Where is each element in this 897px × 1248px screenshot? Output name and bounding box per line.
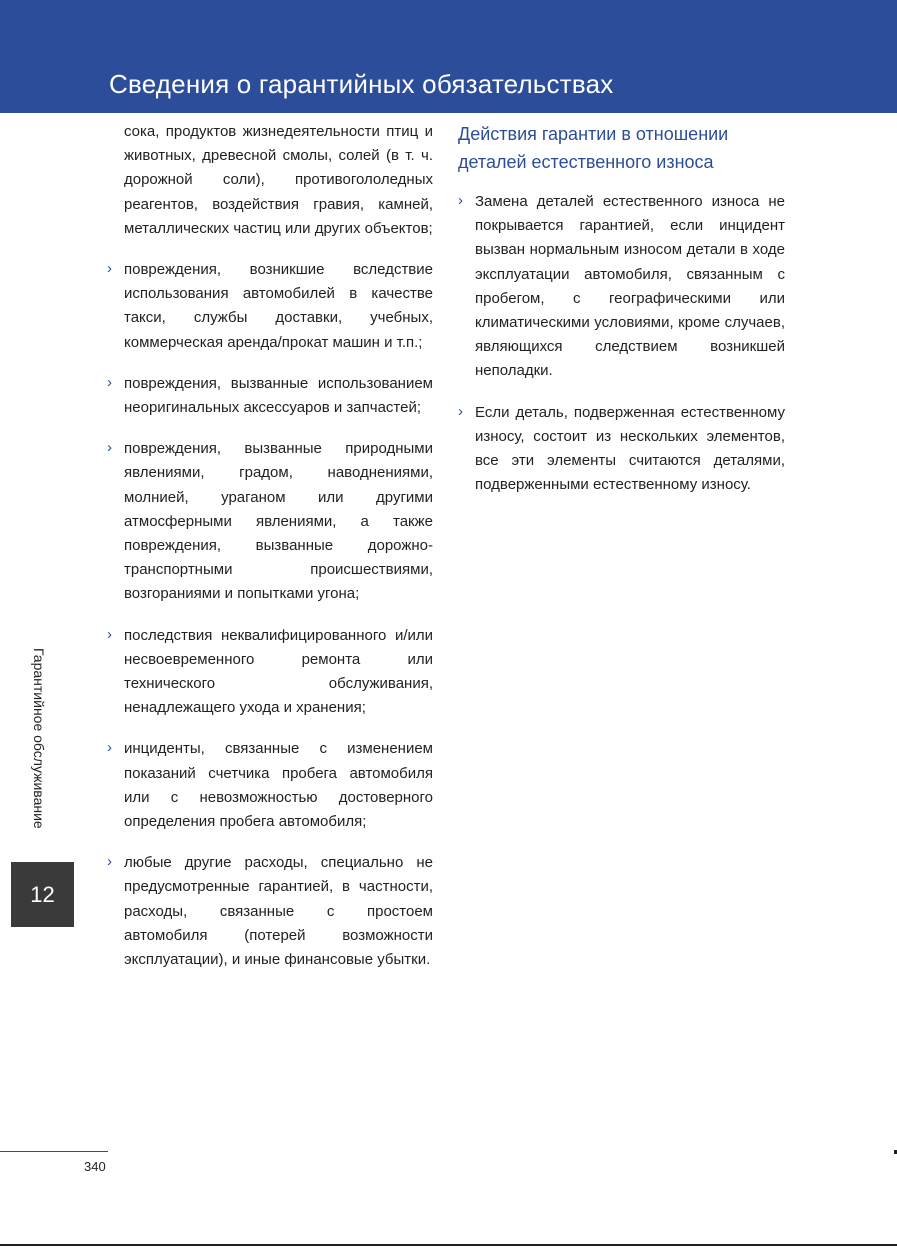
left-column xyxy=(107,120,433,989)
list-item-text: повреждения, возникшие вследствие использования автомобилей в качестве такси, службы доставки, учебных, коммерческая аренда/прокат машин и т.п.; xyxy=(124,261,433,351)
list-item xyxy=(458,190,785,384)
bottom-rule xyxy=(0,1244,897,1246)
list-item-text: сока, продуктов жизнедеятельности птиц и животных, древесной смолы, солей (в т. ч. дорожной соли), противогололедных реагентов, воздействия гравия, камней, металлических частиц или других объектов; xyxy=(124,123,433,237)
list-item xyxy=(107,258,433,355)
list-item xyxy=(107,437,433,606)
list-item-text: инциденты, связанные с изменением показаний счетчика пробега автомобиля или с невозможностью достоверного определения пробега автомобиля; xyxy=(124,740,433,831)
list-item xyxy=(458,401,785,498)
list-item-text: Если деталь, подверженная естественному износу, состоит из нескольких элементов, все эти элементы считаются деталями, подверженными естественному износу. xyxy=(475,403,785,494)
list-item-text: повреждения, вызванные использованием неоригинальных аксессуаров и запчастей; xyxy=(124,374,433,417)
list-item-text: Замена деталей естественного износа не покрывается гарантией, если инцидент вызван нормальным износом детали в ходе эксплуатации автомобиля, связанным с пробегом, с географическими или климатическими условиями, кроме случаев, являющихся следствием возникшей неполадки. xyxy=(475,193,785,380)
chevron-right-icon: › xyxy=(107,739,112,757)
list-item xyxy=(107,624,433,721)
list-item xyxy=(107,851,433,972)
chevron-right-icon: › xyxy=(107,439,112,457)
chapter-number-tab: 12 xyxy=(11,862,74,927)
chevron-right-icon: › xyxy=(107,373,112,391)
section-side-label: Гарантийное обслуживание xyxy=(31,648,47,829)
page-title: Сведения о гарантийных обязательствах xyxy=(109,69,614,99)
list-item-continuation xyxy=(107,120,433,241)
right-column xyxy=(458,120,785,514)
exclusions-list xyxy=(107,120,433,972)
list-item-text: любые другие расходы, специально не предусмотренные гарантией, в частности, расходы, связанные с простоем автомобиля (потерей возможности эксплуатации), и иные финансовые убытки. xyxy=(124,854,433,969)
list-item xyxy=(107,372,433,420)
footer-rule xyxy=(0,1151,108,1152)
chevron-right-icon: › xyxy=(107,625,112,643)
chevron-right-icon: › xyxy=(107,853,112,871)
chevron-right-icon: › xyxy=(107,260,112,278)
list-item xyxy=(107,737,433,834)
wear-parts-list xyxy=(458,190,785,497)
section-heading: Действия гарантии в отношении деталей естественного износа xyxy=(458,124,729,172)
chevron-right-icon: › xyxy=(458,192,463,209)
page-number: 340 xyxy=(84,1159,106,1174)
list-item-text: повреждения, вызванные природными явлениями, градом, наводнениями, молнией, ураганом или другими атмосферными явлениями, а также повреждения, вызванные дорожно-транспортными происшествиями, возгораниями и попытками угона; xyxy=(124,440,433,603)
list-item-text: последствия неквалифицированного и/или несвоевременного ремонта или технического обслуживания, ненадлежащего ухода и хранения; xyxy=(124,626,433,717)
chevron-right-icon: › xyxy=(458,402,463,420)
